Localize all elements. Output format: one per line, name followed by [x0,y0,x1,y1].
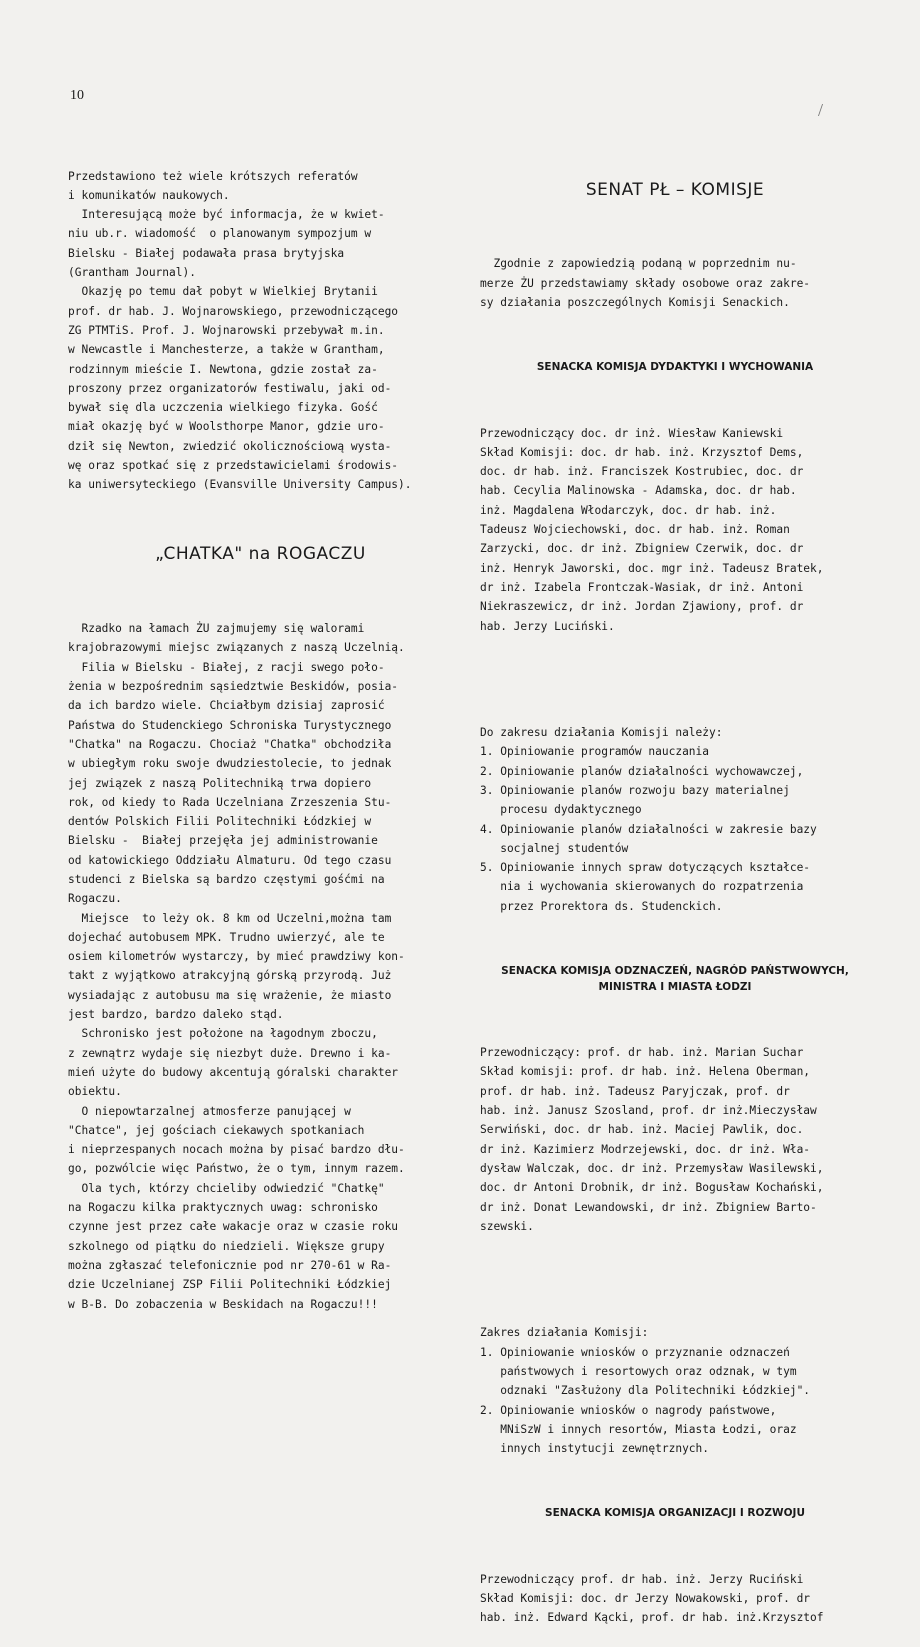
text-line: bywał się dla uczczenia wielkiego fizyka. Gość [68,401,378,415]
text-line: hab. Cecylia Malinowska - Adamska, doc. dr hab. [480,484,797,498]
text-line: doc. dr hab. inż. Franciszek Kostrubiec, doc. dr [480,465,804,479]
text-line: dr inż. Kazimierz Modrzejewski, doc. dr inż. Wła- [480,1142,811,1156]
section-odznaczenia-heading-line2: MINISTRA I MIASTA ŁODZI [598,980,752,993]
margin-mark: / [818,100,824,120]
text-line: krajobrazowymi miejsc związanych z naszą Uczelnią. [68,641,405,655]
text-line: go, pozwólcie więc Państwo, że o tym, innym razem. [68,1162,405,1176]
text-line: Serwiński, doc. dr hab. inż. Maciej Pawlik, doc. [480,1123,804,1137]
text-line: w ubiegłym roku swoje dwudziestolecie, to jednak [68,757,392,771]
text-line: Bielsku - Białej podawała prasa brytyjska [68,246,345,260]
text-line: Miejsce to leży ok. 8 km od Uczelni,można tam [68,911,392,925]
text-line: socjalnej studentów [480,841,629,855]
text-line: dr inż. Izabela Frontczak-Wasiak, dr inż. Antoni [480,580,804,594]
text-line: rodzinnym mieście I. Newtona, gdzie został za- [68,362,378,376]
text-line: z zewnątrz wydaje się niezbyt duże. Drewno i ka- [68,1046,392,1060]
text-line: 2. Opiniowanie wniosków o nagrody państwowe, [480,1403,777,1417]
text-line: da ich bardzo wiele. Chciałbym dzisiaj zaprosić [68,699,385,713]
text-line: O niepowtarzalnej atmosferze panującej w [68,1104,351,1118]
text-line: na Rogaczu kilka praktycznych uwag: schronisko [68,1201,378,1215]
text-line: Przewodniczący prof. dr hab. inż. Jerzy Ruciński [480,1572,804,1586]
text-line: Niekraszewicz, dr inż. Jordan Zjawiony, prof. dr [480,600,804,614]
text-line: czynne jest przez całe wakacje oraz w czasie roku [68,1220,399,1234]
text-line: 3. Opiniowanie planów rozwoju bazy materialnej [480,783,790,797]
text-line: dził się Newton, zwiedzić okolicznościową wysta- [68,439,392,453]
section-odznaczenia-heading-line1: SENACKA KOMISJA ODZNACZEŃ, NAGRÓD PAŃSTWOWYCH, [501,964,849,977]
text-line: w B-B. Do zobaczenia w Beskidach na Rogaczu!!! [68,1297,378,1311]
text-line: studenci z Bielska są bardzo częstymi gośćmi na [68,872,385,886]
text-line: "Chatka" na Rogaczu. Chociaż "Chatka" obchodziła [68,737,392,751]
section-odznaczenia-heading [480,963,870,995]
section-organizacja-members [480,1570,870,1628]
text-line: dentów Polskich Filii Politechniki Łódzkiej w [68,815,372,829]
text-line: takt z wyjątkowo atrakcyjną górską przyrodą. Już [68,969,392,983]
text-line: Interesującą może być informacja, że w kwiet- [68,208,385,222]
section-odznaczenia-scope [480,1323,870,1458]
text-line: ka uniwersyteckiego (Evansville University Campus). [68,478,412,492]
text-line: hab. inż. Edward Kącki, prof. dr hab. inż.Krzysztof [480,1611,824,1625]
text-line: dojechać autobusem MPK. Trudno uwierzyć, ale te [68,930,385,944]
text-line: Do zakresu działania Komisji należy: [480,726,723,740]
text-line: dysław Walczak, doc. dr inż. Przemysław Wasilewski, [480,1161,824,1175]
chatka-article [68,619,453,1314]
text-line: Zarzycki, doc. dr inż. Zbigniew Czerwik, doc. dr [480,542,804,556]
text-line: wę oraz spotkać się z przedstawicielami środowis- [68,459,399,473]
text-line: mień użyte do budowy akcentują góralski charakter [68,1065,399,1079]
text-line: procesu dydaktycznego [480,803,642,817]
text-line: sy działania poszczególnych Komisji Senackich. [480,296,790,310]
text-line: merze ŻU przedstawiamy składy osobowe oraz zakre- [480,276,811,290]
text-line: innych instytucji zewnętrznych. [480,1442,710,1456]
section-odznaczenia-members [480,1043,870,1236]
text-line: jej związek z naszą Politechniką trwa dopiero [68,776,372,790]
text-line: hab. inż. Janusz Szosland, prof. dr inż.Mieczysław [480,1104,817,1118]
text-line: Okazję po temu dał pobyt w Wielkiej Brytanii [68,285,378,299]
text-line: od katowickiego Oddziału Almaturu. Od tego czasu [68,853,392,867]
text-line: hab. Jerzy Luciński. [480,619,615,633]
text-line: doc. dr Antoni Drobnik, dr inż. Bogusław Kochański, [480,1181,824,1195]
text-line: Przewodniczący doc. dr inż. Wiesław Kaniewski [480,426,784,440]
text-line: jest bardzo, bardzo daleko stąd. [68,1008,284,1022]
text-line: Filia w Bielsku - Białej, z racji swego poło- [68,660,385,674]
section-dydaktyka-members [480,424,870,636]
text-line: miał okazję być w Woolsthorpe Manor, gdzie uro- [68,420,385,434]
text-line: (Grantham Journal). [68,266,196,280]
text-line: MNiSzW i innych resortów, Miasta Łodzi, oraz [480,1422,797,1436]
text-line: i nieprzespanych nocach można by pisać bardzo dłu- [68,1143,405,1157]
text-line: w Newcastle i Manchesterze, a także w Grantham, [68,343,385,357]
text-line: dr inż. Donat Lewandowski, dr inż. Zbigniew Barto- [480,1200,817,1214]
text-line: prof. dr hab. J. Wojnarowskiego, przewodniczącego [68,304,399,318]
text-line: 5. Opiniowanie innych spraw dotyczących kształce- [480,861,811,875]
text-line: Skład Komisji: doc. dr Jerzy Nowakowski, prof. dr [480,1591,811,1605]
text-line: proszony przez organizatorów festiwalu, jaki od- [68,381,392,395]
text-line: inż. Henryk Jaworski, doc. mgr inż. Tadeusz Bratek, [480,561,824,575]
senat-heading: SENAT PŁ – KOMISJE [585,179,765,200]
text-line: odznaki "Zasłużony dla Politechniki Łódzkiej". [480,1384,811,1398]
text-line: Bielsku - Białej przejęła jej administrowanie [68,834,378,848]
text-line: Schronisko jest położone na łagodnym zboczu, [68,1027,378,1041]
text-line: Tadeusz Wojciechowski, doc. dr hab. inż. Roman [480,523,790,537]
text-line: Rzadko na łamach ŻU zajmujemy się walorami [68,622,365,636]
text-line: nia i wychowania skierowanych do rozpatrzenia [480,880,804,894]
text-line: Skład Komisji: doc. dr hab. inż. Krzysztof Dems, [480,445,804,459]
section-dydaktyka-scope [480,723,870,916]
text-line: Przedstawiono też wiele krótszych referatów [68,169,358,183]
text-line: Państwa do Studenckiego Schroniska Turystycznego [68,718,392,732]
text-line: można zgłaszać telefonicznie pod nr 270-61 w Ra- [68,1258,392,1272]
text-line: niu ub.r. wiadomość o planowanym sympozjum w [68,227,372,241]
text-line: wysiadając z autobusu ma się wrażenie, że miasto [68,988,392,1002]
text-line: Zgodnie z zapowiedzią podaną w poprzednim nu- [480,257,797,271]
page-number: 10 [70,88,84,103]
text-line: państwowych i resortowych oraz odznak, w tym [480,1364,797,1378]
text-line: szewski. [480,1219,534,1233]
text-line: dzie Uczelnianej ZSP Filii Politechniki Łódzkiej [68,1278,392,1292]
text-line: inż. Magdalena Włodarczyk, doc. dr hab. inż. [480,503,777,517]
text-line: 2. Opiniowanie planów działalności wychowawczej, [480,764,804,778]
senat-intro [480,254,870,312]
text-line: obiektu. [68,1085,122,1099]
chatka-heading: „CHATKA" na ROGACZU [155,544,366,565]
section-organizacja-heading: SENACKA KOMISJA ORGANIZACJI I ROZWOJU [545,1507,805,1519]
text-line: i komunikatów naukowych. [68,188,230,202]
text-line: rok, od kiedy to Rada Uczelniana Zrzeszenia Stu- [68,795,392,809]
text-line: ZG PTMTiS. Prof. J. Wojnarowski przebywał m.in. [68,323,385,337]
left-column [68,128,453,1333]
section-dydaktyka-heading: SENACKA KOMISJA DYDAKTYKI I WYCHOWANIA [536,360,814,373]
text-line: Rogaczu. [68,892,122,906]
text-line: 1. Opiniowanie wniosków o przyznanie odznaczeń [480,1345,790,1359]
text-line: "Chatce", jej gościach ciekawych spotkaniach [68,1123,365,1137]
text-line: osiem kilometrów wystarczy, by mieć prawdziwy kon- [68,950,405,964]
text-line: szkolnego od piątku do niedzieli. Większe grupy [68,1239,385,1253]
text-line: Przewodniczący: prof. dr hab. inż. Marian Suchar [480,1046,804,1060]
text-line: prof. dr hab. inż. Tadeusz Paryjczak, prof. dr [480,1084,790,1098]
intro-paragraphs [68,167,453,495]
text-line: 1. Opiniowanie programów nauczania [480,745,710,759]
text-line: Zakres działania Komisji: [480,1326,649,1340]
text-line: Ola tych, którzy chcieliby odwiedzić "Chatkę" [68,1181,385,1195]
text-line: 4. Opiniowanie planów działalności w zakresie bazy [480,822,817,836]
text-line: przez Prorektora ds. Studenckich. [480,899,723,913]
right-column [480,130,870,1647]
text-line: żenia w bezpośrednim sąsiedztwie Beskidów, posia- [68,680,399,694]
text-line: Skład komisji: prof. dr hab. inż. Helena Oberman, [480,1065,811,1079]
